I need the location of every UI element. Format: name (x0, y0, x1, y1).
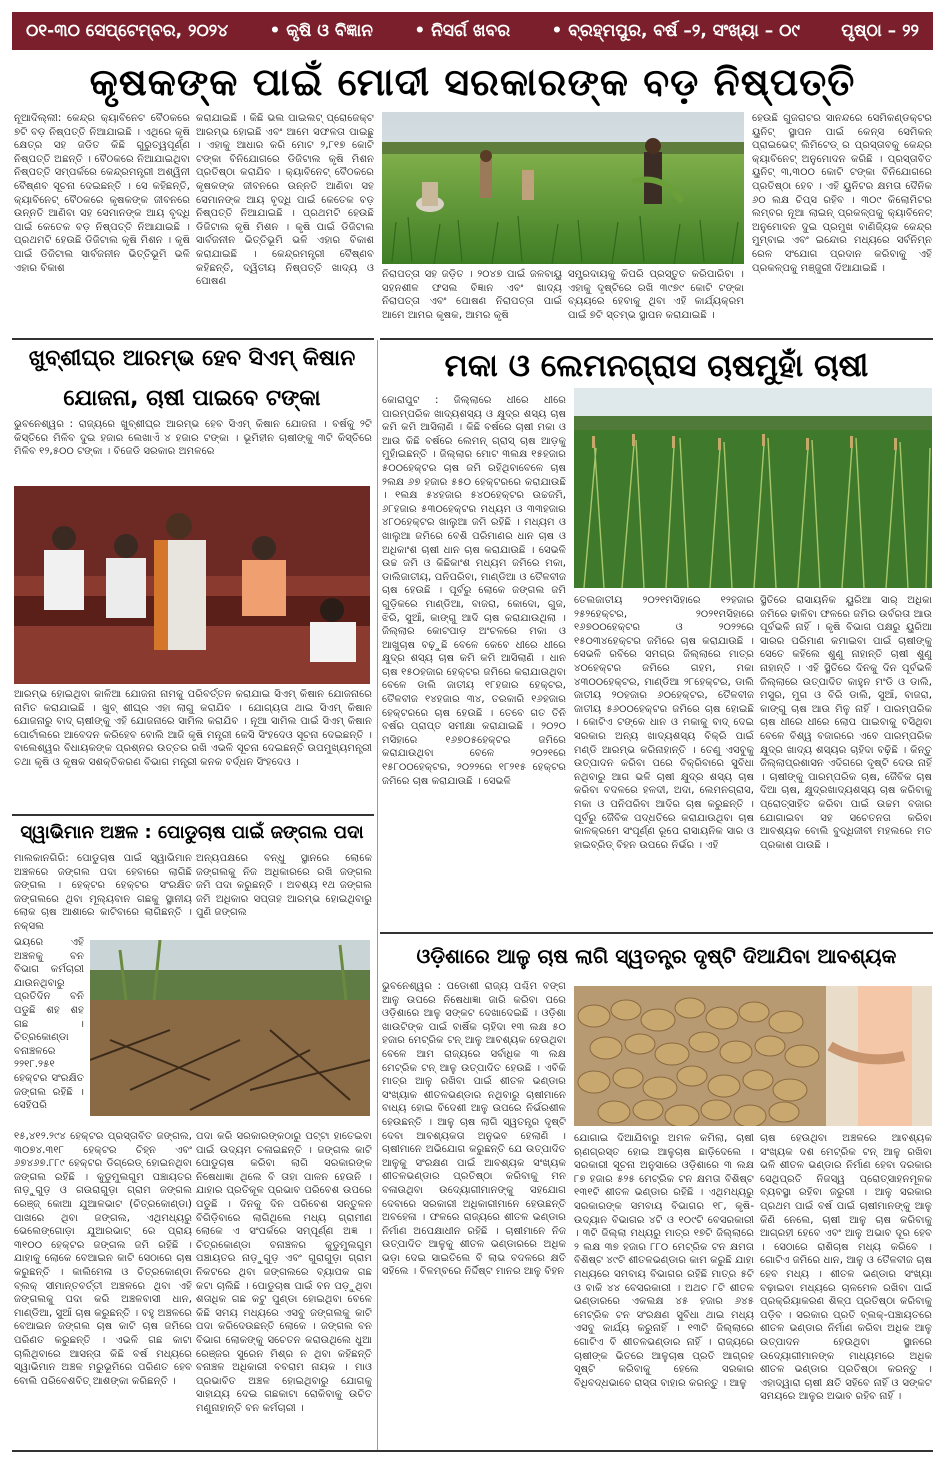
divider-lead-cmkisan (12, 338, 374, 340)
section-label: • କୃଷି ଓ ବିଜ୍ଞାନ (269, 21, 374, 41)
forest-bottom-left-column (14, 1130, 192, 1448)
forest-top-right: ଅନ୍ୟପକ୍ଷରେ ବନ୍ଧୁ ସ୍ଥାନରେ ଲୋକେ ଜଙ୍ଗଲକୁ ନିଜ ଅଧିକାରରେ ରଖି ଜଙ୍ଗଲ ଜମି ପଦା କରୁଛନ୍ତି । ଅବଶ୍ୟ ୧ଥ ଜଙ୍ଗଲ ଜମି ଅଧିକାର ସପ୍ତାହ ଆରମ୍ଭ ହୋଇଥିବାରୁ ପୁଣି ଜଙ୍ଗଲ (196, 853, 372, 919)
forest-top-left: ମାଲକାନଗିରି: ପୋଡୁଚାଷ ପାଇଁ ସ୍ୱାଭିମାନ ଅଞ୍ଚଳରେ ଜଙ୍ଗଲ ପଦା ହେବାରେ ଲାଗିଛି ଜଙ୍ଗଲ । ହେକ୍ଟର ହେକ୍ଟର ସଂରକ୍ଷିତ ଜଙ୍ଗଲରେ ଥିବା ମୂଲ୍ୟବାନ ଗଛକୁ ସ୍ଥାନୀୟ ଲୋକ ଚାଷ ଆଶାରେ କାଟିବାରେ ଲାଗିଛନ୍ତି । ନକ୍ସଲ (14, 853, 192, 932)
lead-text-5: ହେଉଛି ଗୁଜରାଟର ସାନନ୍ଦରେ ସେମିକଣ୍ଡକ୍ଟର ୟୁନିଟ୍ ସ୍ଥାପନ ପାଇଁ କେନ୍ସ ସେମିକନ୍ ପ୍ରାଇଭେଟ୍ ଲିମିଟେଡ୍ ର ପ୍ରସ୍ତାବକୁ କେନ୍ଦ୍ର କ୍ୟାବିନେଟ୍ ଅନୁମୋଦନ କରିଛି । ପ୍ରସ୍ତାବିତ ୟୁନିଟ୍ ୩,୩୦୦ କୋଟି ଟଙ୍କା ବିନିଯୋଗରେ ପ୍ରତିଷ୍ଠା ହେବ । ଏହି ୟୁନିଟର କ୍ଷମତା ଦୈନିକ ୬୦ ଲକ୍ଷ ଚିପ୍ସ ରହିବ । ୩୦୯ କିଲୋମିଟର ଲମ୍ବର ନୂଆ ଲାଇନ୍ ପ୍ରକଳ୍ପକୁ କ୍ୟାବିନେଟ୍ ଅନୁମୋଦନ ଦୁଇ ପ୍ରମୁଖ ବାଣିଜ୍ୟିକ କେନ୍ଦ୍ର ମୁମ୍ବାଇ ଏବଂ ଇନ୍ଦୋର ମଧ୍ୟରେ ସର୍ବନିମ୍ନ ରେଳ ସଂଯୋଗ ପ୍ରଦାନ କରିବାକୁ ଏହି ପ୍ରକଳ୍ପକୁ ମଞ୍ଜୁରୀ ଦିଆଯାଇଛି । (752, 113, 932, 274)
potato-text-2: ଯୋଗାଇ ଦିଆଯିବାରୁ ଅମଳ କମିଲା, ଚାଷୀ ଋଣଗ୍ରସ୍ତ ହୋଇ ଆଳୁଚାଷ ଛାଡ଼ିଦେଲେ । ସରକାରୀ ସୂଚନା ଅନୁସାରେ ଓଡ଼ିଶାରେ ୩ ଲକ୍ଷ ୮୭ ହଜାର ୫୨୫ ମେଟ୍ରିକ ଟନ କ୍ଷମତା ବିଶିଷ୍ଟ ୧୩୧ଟି ଶୀତଳ ଭଣ୍ଡାର ରହିଛି । ଏଥିମଧ୍ୟରୁ ସରକାରଙ୍କ ସମବାୟ ବିଭାଗର ୧୮, କୃଷି-ଉଦ୍ୟାନ ବିଭାଗର ୪ଟି ଓ ୧୦୯ଟି ବେସରକାରୀ । ୩ଟି ଜିଲ୍ଲା ମଧ୍ୟରୁ ମାତ୍ର ୧୭ଟି ଜିଲ୍ଲାରେ ୨ ଲକ୍ଷ ୩୭ ହଜାର ୮୮୦ ମେଟ୍ରିକ ଟନ କ୍ଷମତା ବିଶିଷ୍ଟ ୪୯ଟି ଶୀତଳଭଣ୍ଡାର କାମ କରୁଛି ଯାହା ମଧ୍ୟରେ ସମବାୟ ବିଭାଗର ରହିଛି ମାତ୍ର ୫ଟି ଓ ବାକି ୪୪ ବେସରକାରୀ । ଅଥଚ ୮ଟି ଶୀତଳ ଭଣ୍ଡାରରେ ଏକଲକ୍ଷ ୪୫ ହଜାର ୬୪୫ ମେଟ୍ରିକ ଟନ ସଂରକ୍ଷଣ ସୁବିଧା ଥାଇ ମଧ୍ୟ ଏସବୁ କାର୍ଯ୍ୟ କରୁନାହିଁ । ୧୩ଟି ଜିଲ୍ଲାରେ ଗୋଟିଏ ବି ଶୀତଳଭଣ୍ଡାର ନାହିଁ । ରାଜ୍ୟରେ ଚାଷୀଙ୍କ ଭିତରେ ଆଳୁଚାଷ ପ୍ରତି ଆଗ୍ରହ ସୃଷ୍ଟି କରିବାକୁ ହେଲେ ସରକାର ବିଧିବଦ୍ଧଭାବେ ରାସ୍ତା ବାହାର କରନ୍ତୁ । ଆଳୁ (574, 1133, 754, 1389)
potato-text-3: ଚାଷ ହେଉଥିବା ଅଞ୍ଚଳରେ ଆବଶ୍ୟକ ସଂଖ୍ୟକ ଦଶ ମେଟ୍ରିକ ଟନ୍ ଆଳୁ ରଖିବା ଭଳି ଶୀତଳ ଭଣ୍ଡାର ନିର୍ମାଣ ହେବା ଦରକାର ସେଥିପ୍ରତି ନିଜସ୍ୱ ପ୍ରୋତ୍ସାହନମୂଳକ ବ୍ୟବସ୍ଥା ରହିବା ଜରୁରୀ । ଆଳୁ ସରକାର ପ୍ରଥମ ପାଇଁ ବର୍ଷ ପାଇଁ ଚାଷୀମାନଙ୍କୁ ଆଳୁ କିଣି ନେଲେ, ଚାଷୀ ଆଳୁ ଚାଷ କରିବାକୁ ଆଗ୍ରହୀ ହେବେ ଏବଂ ଆଳୁ ଅଭାବ ଦୂର ହେବ । ସେଠାରେ ରାଶିଚାଷ ମଧ୍ୟ କରିବେ । ଗୋଟିଏ ଜମିରେ ଧାନ, ଆଳୁ ଓ ତୈଳବୀଜ ଚାଷ ହେବ ମଧ୍ୟ । ଶୀତଳ ଭଣ୍ଡାର ସଂଖ୍ୟା ବଢ଼ାଇବା ମଧ୍ୟରେ ଚାଳମେଳ ରଖିବା ପାଇଁ ପ୍ରକ୍ରିୟାକରଣ ଶିଳ୍ପ ପ୍ରତିଷ୍ଠା କରିବାକୁ ପଡ଼ିବ । ସରକାର ପ୍ରତି ବ୍ଲକ୍-ପଞ୍ଚାୟତରେ ଶୀତଳ ଭଣ୍ଡାର ନିର୍ମାଣ କରିବା ଅଧିକ ଆଳୁ ଉତ୍ପାଦନ ହେଉଥିବା ସ୍ଥାନରେ ଉଦ୍ୟୋଗୀମାନଙ୍କ ମାଧ୍ୟମରେ ଅଧିକ ଶୀତଳ ଭଣ୍ଡାର ପ୍ରତିଷ୍ଠା କରନ୍ତୁ । ଏହାଦ୍ୱାରା ଚାଷୀ କ୍ଷତି ସହିବେ ନାହିଁ ଓ ସଙ୍କଟ ସମୟରେ ଆଳୁର ଅଭାବ ରହିବ ନାହିଁ । (760, 1133, 932, 1403)
forest-side: ଭୟରେ ଏହି ଅଞ୍ଚଳକୁ ବନ ବିଭାଗ କର୍ମଚାରୀ ଯାଉନଥିବାରୁ ପ୍ରତିଦିନ ବନି ପଡୁଛି ଶହ ଶହ ଗଛ । ଚିତ୍ରକୋଣ୍ଡା ବନାଞ୍ଚଳରେ ୨୨୧୮.୨୫୧ ହେକ୍ଟର ସଂରକ୍ଷିତ ଜଙ୍ଗଲ ରହିଛି । ସେହିପରି (14, 937, 84, 1112)
potato-headline: ଓଡ଼ିଶାରେ ଆଳୁ ଚାଷ ଲାଗି ସ୍ୱତନ୍ତ୍ର ଦୃଷ୍ଟି ଦିଆଯିବା ଆବଶ୍ୟକ (416, 944, 897, 968)
forest-side-column (14, 936, 84, 1126)
forest-headline: ସ୍ୱାଭିମାନ ଅଞ୍ଚଳ : ପୋଡୁଚାଷ ପାଇଁ ଜଙ୍ଗଲ ପଦା (20, 822, 364, 843)
maize-field-photo (574, 388, 932, 588)
maize-text-1: କୋରାପୁଟ : ଜିଲ୍ଲାରେ ଧୀରେ ଧୀରେ ପାରମ୍ପରିକ ଖାଦ୍ୟଶସ୍ୟ ଓ କ୍ଷୁଦ୍ର ଶସ୍ୟ ଚାଷ କମି କମି ଆସିଲାଣି । କିଛି ବର୍ଷରେ ଚାଷୀ ମକା ଓ ଆଉ କିଛି ବର୍ଷରେ ଲେମନ୍ ଗ୍ରାସ୍ ଚାଷ ଆଡ଼କୁ ମୁହାଁଇଛନ୍ତି । ଜିଲ୍ଲାର ମୋଟ ୩ଲକ୍ଷ ୧୫ହଜାର ୫୦୦ହେକ୍ଟର ଚାଷ ଜମି ରହିଥିବାବେଳେ ଚାଷ ୨ଲକ୍ଷ ୬୭ ହଜାର ୫୫୦ ହେକ୍ଟରରେ କରାଯାଉଛି । ୧ଲକ୍ଷ ୫୪ହଜାର ୫୪୦ହେକ୍ଟର ଉଚ୍ଚଜମି, ୬୮ହଜାର ୫୩୦ହେକ୍ଟର ମଧ୍ୟମ ଓ ୩୩ହଜାର ୪୮୦ହେକ୍ଟର ଖାଲୁଆ ଜମି ରହିଛି । ମଧ୍ୟମ ଓ ଖାଲୁଆ ଜମିରେ ବେଶି ପରିମାଣର ଧାନ ଚାଷ ଓ ଅଧିକାଂଶ ଚାଷୀ ଧାନ ଚାଷ କରାଯାଉଛି । ସେଭଳି ଉଚ୍ଚ ଜମି ଓ କିଛିକାଂଶ ମଧ୍ୟମ ଜମିରେ ମକା, ଡାଲିଜାତୀୟ, ପନିପରିବା, ମାଣ୍ଡିଆ ଓ ତୈଳବୀଜ ଚାଷ ହେଉଛି । ପୂର୍ବରୁ ଲୋକେ ଜଙ୍ଗଲ ଜମି ଗୁଡ଼ିକରେ ମାଣ୍ଡିଆ, ବାଜରା, କୋଦୋ, ଗୁଜ, ଝିରି, ସୁଆଁ, କାଙ୍ଗୁ ଆଦି ଚାଷ କରାଯାଉଥିଲା । ଜିଲ୍ଲାର କୋଟପାଡ଼ ଅଂଚଳରେ ମକା ଓ ଆଖୁଚାଷ ବଢ଼ୁଛି ବେଳେ କେବେ ଧୀରେ ଧୀରେ କ୍ଷୁଦ୍ର ଶସ୍ୟ ଚାଷ କମି କମି ଆସିଲାଣି । ଧାନ ଚାଷ ୧୫୦ହଜାର ହେକ୍ଟର ଜମିରେ କରାଯାଉଥିବା ବେଳେ ଡାଲି ଜାତୀୟ ୧୮ହଜାର ହେକ୍ଟର, ତୈଳବୀଜ ୧୪ହଜାର ୩୪, ତରକାରି ୧୬ହଜାର ହେକ୍ଟରରେ ଚାଷ ହେଉଛି । ତେବେ ଗତ ତିନି ବର୍ଷର ପ୍ରାପ୍ତ ସମୀକ୍ଷା କରାଯାଇଛି । ୨୦୨୦ ମସିହାରେ ୧୬୭୦୫ହେକ୍ଟର ଜମିରେ କରାଯାଉଥିବା ବେଳେ ୨୦୨୧ରେ ୧୫୮୦୦ହେକ୍ଟର, ୨୦୨୨ରେ ୧୮୨୧୫ ହେକ୍ଟର ଜମିରେ ଚାଷ କରାଯାଉଛି । ସେଭଳି (382, 395, 566, 787)
lead-column-1 (14, 112, 190, 338)
cm-kisan-body: ଆରମ୍ଭ ହୋଇଥିବା କାଳିଆ ଯୋଜନା ନାମକୁ ପରିବର୍ତ୍ତନ କରାଯାଇ ସିଏମ୍ କିଷାନ ଯୋଜନାରେ ନାମିତ କରାଯାଇଛି । ଖୁବ୍ ଶୀଘ୍ର ଏହା ଲାଗୁ କରାଯିବ । ଯୋଗ୍ୟତା ଥାଇ ସିଏମ୍ କିଷାନ ଯୋଜନାରୁ ବାଦ୍ ଚାଷୀଙ୍କୁ ଏହି ଯୋଜନାରେ ସାମିଲ କରାଯିବ । ନୂଆ ସାମିଲ ପାଇଁ ସିଏମ୍ କିଷାନ ପୋର୍ଟାଲରେ ଆବେଦନ କରିହେବ ବୋଲି ଆଜି କୃଷି ମନ୍ତ୍ରୀ କେସି ସିଂହଦେଓ ସୂଚନା ଦେଇଛନ୍ତି । ବାଲେଶ୍ୱର ବିଧାୟକଙ୍କ ପ୍ରଶ୍ନର ଉତ୍ତର ରଖି ଏଭଳି ସୂଚନା ଦେଇଛନ୍ତି ଉପମୁଖ୍ୟମନ୍ତ୍ରୀ ତଥା କୃଷି ଓ କୃଷକ ସଶକ୍ତିକରଣ ବିଭାଗ ମନ୍ତ୍ରୀ କନକ ବର୍ଦ୍ଧନ ସିଂହଦେଓ । (14, 689, 372, 768)
assembly-speech-photo (14, 486, 370, 684)
lead-headline: କୃଷକଙ୍କ ପାଇଁ ମୋଦୀ ସରକାରଙ୍କ ବଡ଼ ନିଷ୍ପତ୍ତି (89, 60, 856, 104)
paper-name: • ନିସର୍ଗ ଖବର (414, 21, 511, 41)
column-divider-main (377, 340, 378, 1450)
lead-column-2 (196, 112, 374, 338)
lead-text-4: ସମ୍ପ୍ରଦାୟକୁ କିପରି ପ୍ରସ୍ତୁତ କରିପାରିବା । ଏହାକୁ ଦୃଷ୍ଟିରେ ରଖି ୩୯୭୯ କୋଟି ଟଙ୍କା ବ୍ୟୟରେ ହେବାକୁ ଥିବା ଏହି କାର୍ଯ୍ୟକ୍ରମ ପାଇଁ ୭ଟି ସ୍ତମ୍ଭ ସ୍ଥାପନ କରାଯାଇଛି । (568, 269, 744, 321)
forest-bottom-right-column (196, 1130, 372, 1448)
issue-place: • ବ୍ରହ୍ମପୁର, ବର୍ଷ –୨, ସଂଖ୍ୟା – ୦୯ (551, 21, 800, 41)
lead-column-4 (568, 268, 744, 338)
divider-cmkisan-forest (12, 814, 374, 816)
masthead-bar (12, 12, 933, 50)
cm-kisan-intro: ଭୁବନେଶ୍ୱର : ରାଜ୍ୟରେ ଖୁବ୍‌ଶୀଘ୍ର ଆରମ୍ଭ ହେବ ସିଏମ୍ କିଷାନ ଯୋଜନା । ବର୍ଷକୁ ୨ଟି କିସ୍ତିରେ ମିଳିବ ଦୁଇ ହଜାର ଲେଖାଏଁ ୪ ହଜାର ଟଙ୍କା । ଭୂମିହୀନ ଚାଷୀଙ୍କୁ ୩ଟି କିସ୍ତିରେ ମିଳିବ ୧୨,୫୦୦ ଟଙ୍କା । ବିଜେଡି ସରକାର ଅମଳରେ (14, 419, 372, 458)
cm-kisan-headline-line2: ଯୋଜନା, ଚାଷୀ ପାଇବେ ଟଙ୍କା (63, 386, 321, 411)
potato-column-2 (574, 1132, 754, 1448)
paddy-transplanting-photo (382, 112, 744, 264)
forest-bottom-left: ୧୫,୪୧୨.୨୯୪ ହେକ୍ଟର ପ୍ରସ୍ତାବିତ ଜଙ୍ଗଲ, ୩୦୭୪.୩୧୮ ହେକ୍ଟର ଚିହ୍ନ ଏବଂ ୬୭୪୬୭.୮୮୯ ହେକ୍ଟର ଡିଗ୍ରେଡ୍ ହୋଇନଥିବା ଜଙ୍ଗଲ ରହିଛି । କୁଡୁମୁଲଗୁମ ପଞ୍ଚାୟତର ନାଡ଼ୁଗୁଡ଼ ଓ ଗଉରାଗୁଡ଼ା ଗ୍ରାମ ଜଙ୍ଗଲ ରେଞ୍ଜ୍ କୋଆ ଯୁଆଳଭାଟ (ଚିତ୍ରକୋଣ୍ଡା) ପାଖରେ ଥିବା ଜଙ୍ଗଲ, ଏଥିମଧ୍ୟରୁ ଭେଲେଙ୍ଗୋଡ଼ା ଯୁଆରଭାଟ୍ ରେ ପ୍ରାୟ ୩୧୦୦ ହେକ୍ଟର ଜଙ୍ଗଲ ଜମି ରହିଛି । ଯାହାକୁ ଲୋକେ ବେଆଇନ କାଟି ସେଠାରେ ଚାଷ କରୁଛନ୍ତି । କାଲିମେଳା ଓ ଚିତ୍ରକୋଣ୍ଡା ବ୍ଲକ୍ ସୀମାନ୍ତବର୍ତ୍ତୀ ଅଞ୍ଚଳରେ ଥିବା ଏହି ଜଙ୍ଗଲକୁ ପଦା କରି ଅଞ୍ଚଳବାସୀ ଧାନ, ମାଣ୍ଡିଆ, ସୁଆଁ ଚାଷ କରୁଛନ୍ତି । ବହୁ ଅଞ୍ଚଳରେ ବେଆଇନ ଜଙ୍ଗଲ ଚାଷ କାଟି ଚାଷ ଜମିରେ ପରିଣତ କରୁଛନ୍ତି । ଏଭଳି ଗଛ କାଟା ଚାଲିଥିବାରେ ଆସନ୍ତା କିଛି ବର୍ଷ ମଧ୍ୟରେ ସ୍ୱାଭିମାନ ଅଞ୍ଚଳ ମରୁଭୂମିରେ ପରିଣତ ହେବ ବୋଲି ପରିବେଶବିତ୍ ଆଶଙ୍କା କରିଛନ୍ତି । (14, 1131, 192, 1387)
lead-text-2: କରାଯାଇଛି । କିଛି ଭଲ ପାଇଲଟ୍ ପ୍ରୋଜେକ୍ଟ ଆରମ୍ଭ ହୋଇଛି ଏବଂ ଆମେ ସଫଳତା ପାଇଛୁ । ଏହାକୁ ଆଧାର କରି ମୋଟ ୨,୮୧୭ କୋଟି ଟଙ୍କା ବିନିଯୋଗରେ ଡିଜିଟାଲ କୃଷି ମିଶନ ପ୍ରତିଷ୍ଠା କରାଯିବ । କ୍ୟାବିନେଟ୍ ବୈଠକରେ କୃଷକଙ୍କ ଜୀବନରେ ଉନ୍ନତି ଆଣିବା ସହ ସେମାନଙ୍କ ଆୟ ବୃଦ୍ଧି ପାଇଁ କେତେକ ବଡ଼ ନିଷ୍ପତ୍ତି ନିଆଯାଇଛି । ପ୍ରଥମଟି ହେଉଛି ଡିଜିଟାଲ କୃଷି ମିଶନ । କୃଷି ପାଇଁ ଡିଜିଟାଲ ସାର୍ବଜନୀନ ଭିତ୍ତିଭୂମି ଭଳି ଏହାର ବିକାଶ କରାଯାଇଛି । କେନ୍ଦ୍ରମନ୍ତ୍ରୀ ବୈଷ୍ଣବ କହିଛନ୍ତି, ଦ୍ୱିତୀୟ ନିଷ୍ପତ୍ତି ଖାଦ୍ୟ ଓ ପୋଷଣ (196, 113, 374, 288)
page-number: ପୃଷ୍ଠା – ୨୨ (841, 21, 919, 41)
lead-text-1: ନୂଆଦିଲ୍ଲୀ: କେନ୍ଦ୍ର କ୍ୟାବିନେଟ ବୈଠକରେ ୭ଟି ବଡ଼ ନିଷ୍ପତ୍ତି ନିଆଯାଇଛି । ଏଥିରେ କୃଷି କ୍ଷେତ୍ର ସହ ଜଡିତ କିଛି ଗୁରୁତ୍ୱପୂର୍ଣ୍ଣ ନିଷ୍ପତ୍ତି ଅଛନ୍ତି । ବୈଠକରେ ନିଆଯାଇଥିବା ନିଷ୍ପତ୍ତି ସମ୍ପର୍କରେ କେନ୍ଦ୍ରମନ୍ତ୍ରୀ ଅଶ୍ୱିନୀ ବୈଷ୍ଣବ ସୂଚନା ଦେଇଛନ୍ତି । ସେ କହିଛନ୍ତି, କ୍ୟାବିନେଟ୍ ବୈଠକରେ କୃଷକଙ୍କ ଜୀବନରେ ଉନ୍ନତି ଆଣିବା ସହ ସେମାନଙ୍କ ଆୟ ବୃଦ୍ଧି ପାଇଁ କେତେକ ବଡ଼ ନିଷ୍ପତ୍ତି ନିଆଯାଇଛି । ପ୍ରଥମଟି ହେଉଛି ଡିଜିଟାଲ କୃଷି ମିଶନ । କୃଷି ପାଇଁ ଡିଜିଟାଲ ସାର୍ବଜନୀନ ଭିତ୍ତିଭୂମି ଭଳି ଏହାର ବିକାଶ (14, 113, 190, 274)
forest-top-left-column (14, 852, 192, 934)
maize-column-1 (382, 394, 566, 932)
potato-text-1: ଭୁବନେଶ୍ୱର : ପଡୋଶୀ ରାଜ୍ୟ ପଶ୍ଚିମ ବଙ୍ଗ ଆଳୁ ଉପରେ ନିଷେଧାଜ୍ଞା ଜାରି କରିବା ପରେ ଓଡ଼ିଶାରେ ଆଳୁ ସଙ୍କଟ ଦେଖାଦେଇଛି । ଓଡ଼ିଶା ଖାଉଟିଙ୍କ ପାଇଁ ବାର୍ଷିକ ଚାହିଦା ୧୩ ଲକ୍ଷ ୫୦ ହଜାର ମେଟ୍ରିକ ଟନ୍ ଆଳୁ ଆବଶ୍ୟକ ହେଉଥିବା ବେଳେ ଆମ ରାଜ୍ୟରେ ସର୍ବାଧିକ ୩ ଲକ୍ଷ ମେଟ୍ରିକ ଟନ୍ ଆଳୁ ଉତ୍ପାଦିତ ହେଉଛି । ଏବିକି ମାତ୍ର ଆଳୁ ରଖିବା ପାଇଁ ଶୀତଳ ଭଣ୍ଡାର ସଂଖ୍ୟାକ ଶୀତଳଭଣ୍ଡାର ନଥିବାରୁ ଚାଷୀମାନେ ବାଧ୍ୟ ହୋଇ ବିଦେଶୀ ଆଳୁ ଉପରେ ନିର୍ଭରଶୀଳ ହେଉଛନ୍ତି । ଆଳୁ ଚାଷ ଲାଗି ସ୍ୱତନ୍ତ୍ର ଦୃଷ୍ଟି ଦେବା ଆବଶ୍ୟକତା ଅନୁଭବ ହେଲାଣି । ଚାଷୀମାନେ ଅଭିଯୋଗ କରୁଛନ୍ତି ଯେ ଉତ୍ପାଦିତ ଆଳୁକୁ ସଂରକ୍ଷଣ ପାଇଁ ଆବଶ୍ୟକ ସଂଖ୍ୟକ ଶୀତଳଭଣ୍ଡାର ପ୍ରତିଷ୍ଠା କରିବାକୁ ମନ ବଳାଉଥିବା ଉଦ୍ୟୋଗୀମାନଙ୍କୁ ସହଯୋଗ ଦେବାରେ ସରକାରୀ ଅଧିକାରୀମାନେ ହେଉଛନ୍ତି ଅବହେଳା । ଫଳରେ ରାଜ୍ୟରେ ଶୀତଳ ଭଣ୍ଡାର ନିର୍ମାଣ ଅପେକ୍ଷାଧୀନ ରହିଛି । ଚାଷୀମାନେ ନିଜ ଉତ୍ପାଦିତ ଆଳୁକୁ ଶୀତଳ ଭଣ୍ଡାରରେ ଅଧିକ ଭଡ଼ା ଦେଇ ସାଇତିଲେ ବି ଲାଭ ବଦଳରେ କ୍ଷତି ସହିଲେ । ବିଳମ୍ବରେ ନିର୍ଦ୍ଦିଷ୍ଟ ମାନର ଆଳୁ ବିହନ (382, 981, 566, 1278)
maize-headline: ମକା ଓ ଲେମନଗ୍ରାସ ଚାଷମୁହାଁ ଚାଷୀ (444, 348, 869, 384)
divider-lead-maize (380, 338, 933, 340)
potato-column-3 (760, 1132, 932, 1448)
divider-maize-potato (380, 932, 933, 934)
maize-text-2: ତେଲଜାତୀୟ ୨୦୨୧ମସିହାରେ ୧୨ହଜାର ୨୫୨ହେକ୍ଟର, ୨୦୨୧ମସିହାରେ ୧୬୭୦୦ହେକ୍ଟର ଓ ୨୦୨୨ରେ ୧୫୦୩୪ହେକ୍ଟର ଜମିରେ ଚାଷ କରାଯାଉଛି । ସେଭଳି ରବିରେ ସମଗ୍ର ଜିଲ୍ଲାରେ ମାତ୍ର ୪୦ହେକ୍ଟର ଜମିରେ ଗହମ, ମକା ୪୩୦୦ହେକ୍ଟର, ମାଣ୍ଡିଆ ୨୮ହେକ୍ଟର, ଡାଲି ଜାତୀୟ ୨୦ହଜାର ୬୦ହେକ୍ଟର, ତୈଳବୀଜ ଜାତୀୟ ୫୬୦୦ହେକ୍ଟର ଜମିରେ ଚାଷ ହୋଇଛି । କୋଟିଏ ଟଙ୍କେ ଧାନ ଓ ମକାକୁ ବାଦ୍ ଦେଇ ସରକାର ଅନ୍ୟ ଖାଦ୍ୟଶସ୍ୟ ବିକ୍ରି ପାଇଁ ମଣ୍ଡି ଆରମ୍ଭ କରିନାହାନ୍ତି । ତେଣୁ ଏସବୁକୁ ଉତ୍ପାଦନ କରିବା ପରେ ବିକ୍ରିବାରେ ସୁବିଧା ନଥିବାରୁ ଆଗ ଭଳି ଚାଷୀ କ୍ଷୁଦ୍ର ଶସ୍ୟ ଚାଷ କରିବା ବଦଳରେ ହଳଦୀ, ଅଦା, ଲେମନଗ୍ରାସ, ମକା ଓ ପନିପରିବା ଆଦିର ଚାଷ କରୁଛନ୍ତି । ପୂର୍ବରୁ ଜୈବିକ ପଦ୍ଧତିରେ କରାଯାଉଥିବା ଚାଷ କାଳକ୍ରମେ ସଂପୂର୍ଣ୍ଣ ରୂପେ ରାସାୟନିକ ସାର ଓ ହାଇବ୍ରିଡ୍ ବିହନ ଉପରେ ନିର୍ଭର । ଏହି (574, 595, 754, 851)
cleared-forest-photo (90, 940, 370, 1116)
lead-column-3 (382, 268, 562, 338)
maize-column-2 (574, 594, 754, 932)
potato-heap-photo (574, 986, 932, 1126)
lead-text-3: ନିରାପତ୍ତା ସହ ଜଡ଼ିତ । ୨୦୪୭ ପାଇଁ ଜଳବାୟୁ ସହନଶୀଳ ଫସଲ ବିଜ୍ଞାନ ଏବଂ ଖାଦ୍ୟ ନିରାପତ୍ତା ଏବଂ ପୋଷଣ ନିରାପତ୍ତା ପାଇଁ ଆମେ ଆମର କୃଷକ, ଆମର କୃଷି (382, 269, 562, 321)
page-bottom-rule (12, 1450, 933, 1452)
maize-column-3 (760, 594, 932, 932)
cm-kisan-body-column (14, 688, 372, 814)
cm-kisan-intro-column (14, 418, 372, 482)
maize-text-3: ସ୍ଥିତିରେ ରାସାୟନିକ ୟୁରିଆ ସାର୍ ଅଧିକା ଜମିରେ ଢାଳିବା ଫଳରେ ଜମିର ଉର୍ବରତା ଆଉ ପୂର୍ବଭଳି ନାହିଁ । କୃଷି ବିଭାଗ ପକ୍ଷରୁ ୟୁରିଆ ସାରର ପରିମାଣ କମାଇବା ପାଇଁ ଚାଷୀଙ୍କୁ ସେତେ କହିଲେ ଶୁଣୁ ନାହାନ୍ତି ଚାଷୀ ଶୁଣୁ ନାହାନ୍ତି । ଏହି ସ୍ଥିତିରେ ଦିନକୁ ଦିନ ପୂର୍ବଭଳି ଜିଲ୍ଲାରେ ଉତ୍ପାଦିତ କାହୁନ ମଂଡି ଓ ଡାଲି, ମସୁର, ମୁଗ ଓ ବିରି ଡାଲି, ସୁଆଁ, ବାଜରା, କାଙ୍ଗୁ ଚାଷ ଆଉ ମିଳୁ ନାହିଁ । ପାରମ୍ପରିକ ଚାଷ ଧୀରେ ଧୀରେ ଲୋପ ପାଇବାକୁ ବସିଥିବା ବେଳେ ବିଶ୍ୱ ବଜାରରେ ଏବେ ପାରମ୍ପରିକ କ୍ଷୁଦ୍ର ଖାଦ୍ୟ ଶସ୍ୟର ଚାହିଦା ବଢ଼ିଛି । କିନ୍ତୁ ଜିଲ୍ଲାପ୍ରଶାସନ ଏଦିଗରେ ଦୃଷ୍ଟି ଦେଉ ନାହିଁ । ଚାଷୀଙ୍କୁ ପାରମ୍ପରିକ ଚାଷ, ଜୈବିକ ଚାଷ ଦିଆ ଚାଷ, କ୍ଷୁଦ୍ରଖାଦ୍ୟଶସ୍ୟ ଚାଷ କରିବାକୁ ପ୍ରୋତ୍ସାହିତ କରିବା ପାଇଁ ଉଚ୍ଚମ ବଜାର ଯୋଗାଇବା ସହ ସଚେତନତା କରିବା ଆବଶ୍ୟକ ବୋଲି ବୁଦ୍ଧିଜୀବୀ ମହଲରେ ମତ ପ୍ରକାଶ ପାଉଛି । (760, 595, 932, 851)
forest-bottom-right: ପଦା କରି ସରକାରଙ୍କଠାରୁ ପଟ୍ଟା ହାତେଇବା ପାଇଁ ଉଦ୍ୟମ ଚଳାଇଛନ୍ତି । ଜଙ୍ଗଲ କାଟି ପୋଡୁଚାଷ କରିବା ଲାଗି ସରକାରଙ୍କ ନିଷେଧାଜ୍ଞା ଥିଲେ ବି ତାହା ପାଳନ ହେଉନି । ଯାହାର ପ୍ରତିକୂଳ ପ୍ରଭାବ ପରିବେଶ ଉପରେ ପଡୁଛି । ଦିନକୁ ଦିନ ପରିବେଶ ସନ୍ତୁଳନ ବିଗିଡ଼ିବାରେ ଲାଗିଥିଲେ ମଧ୍ୟ ଗ୍ରାମୀଣ ଲୋକେ ଏ ସଂପର୍କରେ ସମ୍ପୂର୍ଣ୍ଣ ଅଜ୍ଞ । ଚିତ୍ରକୋଣ୍ଡା ବନାଞ୍ଚଳର କୁଡୁମୁଲଗୁମ ପଞ୍ଚାୟତର ନାଡ଼ୁଗୁଡ଼ ଏବଂ ଗୁରାଗୁଡ଼ା ଗ୍ରାମ ନିକଟରେ ଥିବା ଜଙ୍ଗଲରେ ବ୍ୟାପକ ଗଛ କଟା ଚାଲିଛି । ପୋଡୁଚାଷ ପାଇଁ ବନ ପଡ଼ୁଥିବା ଶତାଧିକ ଗଛ କଟୁ ପୁଣ୍ଡା ହୋଇଥିବା ବେଳେ କିଛି ସମୟ ମଧ୍ୟରେ ଏସବୁ ଜଙ୍ଗଲକୁ କାଟି ପଦା କରିଦେଉଛନ୍ତି ଲୋକେ । ଜଙ୍ଗଲ ବନ ବିଭାଗ ଲୋକଙ୍କୁ ସଚେତନ କରାଉଥିଲେ ଧୁଆ ରେଞ୍ଜର ସୁରେନ ମିଶ୍ର ନ ଥିବା କହିଛନ୍ତି ବନାଞ୍ଚଳ ଅଧିକାରୀ ବବରାମ ନାୟକ । ମାଓ ପ୍ରଭାବିତ ଅଞ୍ଚଳ ହୋଇଥିବାରୁ ଯୋଗକୁ ସାହାଯ୍ୟ ଦେଇ ଗଛକାଟା ରୋକିବାକୁ ଉଚିତ ମଣୁନାହାନ୍ତି ବନ କର୍ମଚାରୀ । (196, 1131, 372, 1414)
forest-top-right-column (196, 852, 372, 934)
lead-column-5 (752, 112, 932, 338)
issue-date: ୦୧-୩୦ ସେପ୍ଟେମ୍ବର, ୨୦୨୪ (26, 21, 229, 41)
cm-kisan-headline-line1: ଖୁବ୍‌ଶୀଘ୍ର ଆରମ୍ଭ ହେବ ସିଏମ୍ କିଷାନ (28, 346, 356, 371)
potato-column-1 (382, 980, 566, 1448)
